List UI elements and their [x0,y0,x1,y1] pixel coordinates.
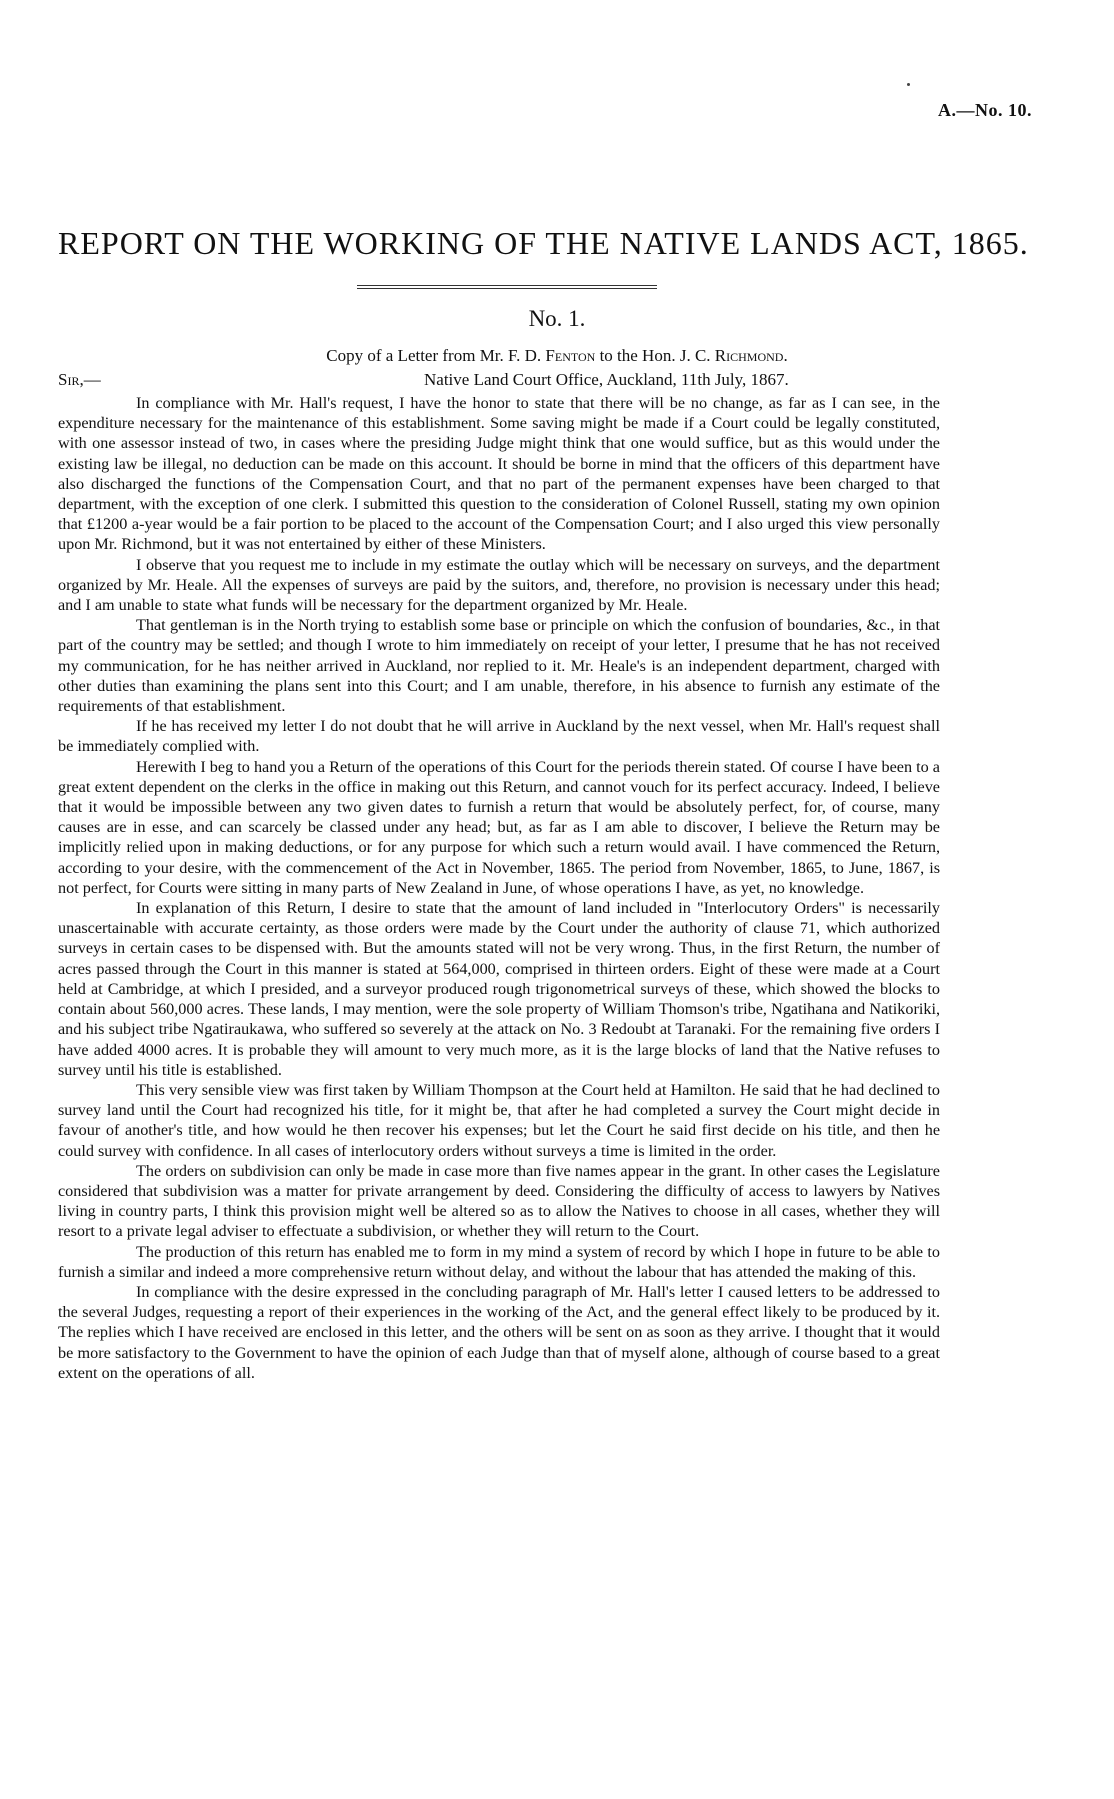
caption-end: . [783,346,788,365]
title-rule [357,285,657,289]
letter-body [58,393,940,1383]
paragraph: I observe that you request me to include in my estimate the outlay which will be necessary on surveys, and the department organized by Mr. Heale. All the expenses of surveys are paid by the suitors, and, therefore, no provision is necessary under this head; and I am unable to state what funds will be necessary for the department organized by Mr. Heale. [58,555,940,615]
dateline: Native Land Court Office, Auckland, 11th July, 1867. [424,370,789,389]
salutation-word: Sir [58,370,80,389]
caption-recipient: Richmond [714,346,784,365]
caption-sender: Fenton [545,346,596,365]
letter-caption [0,346,1114,366]
salutation [58,370,101,390]
paragraph: This very sensible view was first taken by William Thompson at the Court held at Hamilton. He said that he had declined to survey land until the Court had recognized his title, for it might be, that after he had completed a survey the Court might decide in favour of another's title, and how would he then recover his expenses; but let the Court he said first decide on his title, and then he could survey with confidence. In all cases of interlocutory orders without surveys a time is limited in the order. [58,1080,940,1160]
document-title: REPORT ON THE WORKING OF THE NATIVE LANDS ACT, 1865. [58,225,1029,261]
salutation-dash: ,— [79,370,101,389]
page-reference: A.—No. 10. [938,100,1032,120]
letter-number: No. 1. [528,306,586,331]
paragraph: In compliance with the desire expressed in the concluding paragraph of Mr. Hall's letter I caused letters to be addressed to the several Judges, requesting a report of their experiences in the working of the Act, and the general effect likely to be produced by it. The replies which I have received are enclosed in this letter, and the others will be sent on as soon as they arrive. I thought that it would be more satisfactory to the Government to have the opinion of each Judge than that of myself alone, although of course based to a great extent on the operations of all. [58,1282,940,1382]
paragraph: That gentleman is in the North trying to establish some base or principle on which the confusion of boundaries, &c., in that part of the country may be settled; and though I wrote to him immediately on receipt of your letter, I presume that he has not received my communication, for he has neither arrived in Auckland, nor replied to it. Mr. Heale's is an independent department, charged with other duties than examining the plans sent into this Court; and I am unable, therefore, in his absence to furnish any estimate of the requirements of that establishment. [58,616,940,716]
paragraph: Herewith I beg to hand you a Return of the operations of this Court for the periods therein stated. Of course I have been to a great extent dependent on the clerks in the office in making out this Return, and cannot vouch for its perfect accuracy. Indeed, I believe that it would be impossible between any two given dates to furnish a return that would be absolutely perfect, for, of course, many causes are in esse, and can scarcely be classed under any head; but, as far as I am able to discover, I believe the Return may be implicitly relied upon in making deductions, or for any purpose for which such a return would avail. I have commenced the Return, according to your desire, with the commencement of the Act in November, 1865. The period from November, 1865, to June, 1867, is not perfect, for Courts were sitting in many parts of New Zealand in June, of whose operations I have, as yet, no knowledge. [58,757,940,897]
paragraph: In compliance with Mr. Hall's request, I have the honor to state that there will be no change, as far as I can see, in the expenditure necessary for the maintenance of this establishment. Some saving might be made if a Court could be legally constituted, with one assessor instead of two, in cases where the presiding Judge might think that one would suffice, but as this would under the existing law be illegal, no deduction can be made on this account. It should be borne in mind that the officers of this department have also discharged the functions of the Compensation Court, and that no part of the permanent expenses have been charged to that department, with the exception of one clerk. I submitted this question to the consideration of Colonel Russell, stating my own opinion that £1200 a-year would be a fair portion to be placed to the account of the Compensation Court; and I also urged this view personally upon Mr. Richmond, but it was not entertained by either of these Ministers. [58,394,940,554]
paragraph: The production of this return has enabled me to form in my mind a system of record by which I hope in future to be able to furnish a similar and indeed a more comprehensive return without delay, and without the labour that has attended the making of this. [58,1242,940,1281]
paragraph: If he has received my letter I do not doubt that he will arrive in Auckland by the next vessel, when Mr. Hall's request shall be immediately complied with. [58,717,940,756]
caption-prefix: Copy of a Letter from Mr. F. D. [326,346,546,365]
paragraph: The orders on subdivision can only be made in case more than five names appear in the grant. In other cases the Legislature considered that subdivision was a matter for private arrangement by deed. Considering the difficulty of access to lawyers by Natives living in country parts, I think this provision might well be altered so as to allow the Natives to choose in all cases, whether they will resort to a private legal adviser to effectuate a subdivision, or whether they will return to the Court. [58,1161,940,1241]
page-speck [907,83,910,86]
caption-middle: to the Hon. J. C. [595,346,715,365]
paragraph: In explanation of this Return, I desire to state that the amount of land included in "Interlocutory Orders" is necessarily unascertainable with accurate certainty, as those orders were made by the Court under the authority of clause 71, which authorized surveys in certain cases to be dispensed with. But the amounts stated will not be very wrong. Thus, in the first Return, the number of acres passed through the Court in this manner is stated at 564,000, comprised in thirteen orders. Eight of these were made at a Court held at Cambridge, at which I presided, and a surveyor produced rough trigonometrical surveys of these, which showed the blocks to contain about 560,000 acres. These lands, I may mention, were the sole property of William Thomson's tribe, Ngatihana and Natikoriki, and his subject tribe Ngatiraukawa, who suffered so severely at the attack on No. 3 Redoubt at Taranaki. For the remaining five orders I have added 4000 acres. It is probable they will amount to very much more, as it is the large blocks of land that the Native refuses to survey until his title is established. [58,899,940,1079]
